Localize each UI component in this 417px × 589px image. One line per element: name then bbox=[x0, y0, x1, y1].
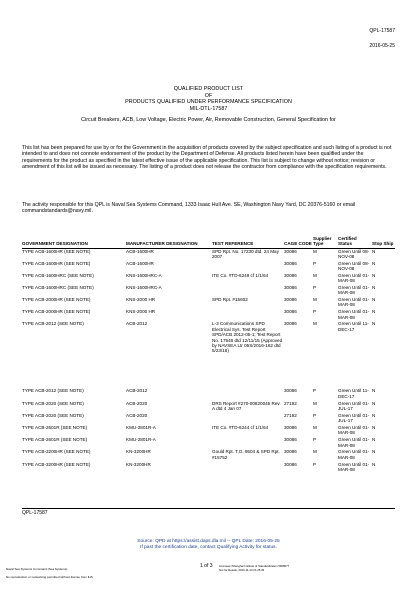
cell-test: L-3 Communications SPD Electrical Sys. Test Report SPD/ACB 2012-05-1; Test Report No. 17546 dtd 12/11/15 (Approved by NAVSEA Ltr 05S/2016-162 dtd 5/23/16) bbox=[212, 321, 283, 354]
cell-cert: Green Until 11-DEC-17 bbox=[338, 388, 369, 399]
cell-mfr: ACB-2012 bbox=[126, 388, 148, 394]
table-footer-id: QPL-17587 bbox=[22, 508, 395, 516]
cell-supplier: M bbox=[313, 297, 317, 303]
cell-stop: N bbox=[372, 309, 376, 315]
title-subtitle: Circuit Breakers, ACB, Low Voltage, Electric Power, Air, Removable Construction, General Specification for bbox=[81, 117, 336, 124]
cell-stop: N bbox=[372, 260, 376, 266]
table-row bbox=[22, 401, 395, 413]
title-line-3: PRODUCTS QUALIFIED UNDER PERFORMANCE SPECIFICATION bbox=[125, 99, 292, 106]
cell-cert: Green Until 01-MAR-08 bbox=[338, 297, 370, 308]
col-header-mfr: MANUFACTURER DESIGNATION bbox=[126, 236, 212, 248]
cell-gov: TYPE ACB-2000HR (SEE NOTE) bbox=[22, 297, 91, 303]
cell-gov: TYPE ACB-2601R (SEE NOTE) bbox=[22, 425, 88, 430]
table-row bbox=[22, 297, 395, 309]
cell-mfr: KMU-2801R-A bbox=[126, 425, 156, 430]
table-row bbox=[22, 449, 395, 461]
doc-date: 2016-05-25 bbox=[369, 43, 395, 49]
qpl-table bbox=[22, 236, 395, 474]
col-header-cage: CAGE CODE bbox=[284, 236, 313, 248]
doc-id: QPL-17587 bbox=[369, 28, 395, 34]
cell-test bbox=[212, 462, 284, 474]
table-row bbox=[22, 261, 395, 273]
cell-test bbox=[212, 413, 284, 425]
cell-stop: N bbox=[372, 449, 376, 455]
cell-mfr: ACB-2020 bbox=[126, 400, 148, 406]
footer-license-notice: No reproduction or networking permitted without license from IHS bbox=[6, 574, 93, 579]
cell-cert: Green Until 08-NOV-08 bbox=[338, 248, 370, 260]
cell-gov: TYPE ACB-2012 (SEE NOTE) bbox=[22, 321, 84, 327]
cell-cage: 30086 bbox=[284, 321, 297, 327]
table-row bbox=[22, 273, 395, 285]
table-row bbox=[22, 437, 395, 449]
table-body bbox=[22, 248, 395, 473]
cell-stop: N bbox=[372, 461, 376, 467]
cell-test: DRS Report #270-00820045 Rev. A dtd 4 Jan 07 bbox=[212, 400, 281, 412]
footer-licensee: Licensee=Shanghai Institute of Standardization 5908677 bbox=[219, 564, 290, 568]
cell-stop: N bbox=[372, 437, 376, 443]
cell-gov: TYPE ACB-2020 (SEE NOTE) bbox=[22, 412, 84, 418]
cell-stop: N bbox=[372, 388, 376, 394]
table-row bbox=[22, 321, 395, 388]
cell-gov: TYPE ACB-3200HR (SEE NOTE) bbox=[22, 461, 91, 467]
cell-mfr: KNS-1600HRC-A bbox=[126, 272, 162, 278]
cell-cert: Green Until 01-MAR-08 bbox=[338, 309, 370, 320]
cell-gov: TYPE ACB-1600HR (SEE NOTE) bbox=[22, 248, 91, 254]
cell-supplier: P bbox=[313, 412, 317, 418]
cell-test bbox=[212, 285, 284, 297]
cell-mfr: KN-3200HR bbox=[126, 461, 151, 467]
cell-cert: Green Until 01-MAR-08 bbox=[338, 449, 370, 460]
cell-mfr: KMU-2801R-A bbox=[126, 437, 156, 443]
cell-supplier: P bbox=[313, 437, 317, 443]
cell-cert: Green Until 01-MAR-08 bbox=[338, 272, 370, 284]
cell-mfr: ACB-1600HR bbox=[126, 248, 154, 254]
cell-supplier: P bbox=[313, 461, 317, 467]
document-header bbox=[369, 28, 395, 50]
cell-supplier: P bbox=[313, 284, 317, 290]
cell-gov: TYPE ACB-1600HRC (SEE NOTE) bbox=[22, 284, 94, 290]
cell-supplier: M bbox=[313, 248, 317, 254]
cell-mfr: ACB-2012 bbox=[126, 321, 148, 327]
cell-test: Gould Rpt. T.O. 9504 & SPD Rpt. #15752 bbox=[212, 449, 280, 460]
col-header-test: TEST REFERENCE bbox=[212, 236, 284, 248]
cell-cage: 30086 bbox=[284, 284, 297, 290]
intro-paragraph: This list has been prepared for use by or for the Government in the acquisition of products covered by the subject specification and such listing of a product is not intended to and does not connote endorsement of the product by the Department of Defense. All products listed herein have been qualified under the requirements for the product as specified in the latest effective issue of the applicable specification. This list is subject to change without notice; revision or amendment of this list will be issued as necessary. The listing of a product does not release the contractor from compliance with the specification requirements. bbox=[22, 145, 392, 170]
cell-stop: N bbox=[372, 284, 376, 290]
cell-test bbox=[212, 309, 284, 321]
cell-cert: Green Until 01-MAR-08 bbox=[338, 437, 370, 448]
cell-stop: N bbox=[372, 321, 376, 327]
cell-gov: TYPE ACB-1600HRC (SEE NOTE) bbox=[22, 272, 94, 278]
cell-mfr: KNS-2000 HR bbox=[126, 309, 156, 315]
table-row bbox=[22, 413, 395, 425]
cell-stop: N bbox=[372, 400, 376, 406]
col-header-supplier: Supplier Type bbox=[313, 236, 338, 248]
cell-cage: 30086 bbox=[284, 248, 297, 254]
cell-mfr: ACB-1600HR bbox=[126, 260, 154, 266]
cell-supplier: P bbox=[313, 388, 317, 394]
table-row bbox=[22, 285, 395, 297]
cell-mfr: KNS-2000 HR bbox=[126, 297, 156, 303]
cell-cage: 30086 bbox=[284, 309, 297, 315]
cell-stop: N bbox=[372, 297, 376, 303]
cell-test: ITE Co. #TD-6249 cf 1/1/64 bbox=[212, 272, 269, 278]
cell-cage: 30086 bbox=[284, 461, 297, 467]
cell-test: SPD Rpt. #15602 bbox=[212, 297, 248, 303]
activity-paragraph: The activity responsible for this QPL is Naval Sea Systems Command, 1333 Isaac Hull Ave. SE, Washington Navy Yard, DC 20376-5160 or email commandstandards@navy.mil. bbox=[22, 202, 356, 215]
cell-stop: N bbox=[372, 412, 376, 418]
cell-cert: Green Until 11-DEC-17 bbox=[338, 321, 369, 332]
cell-test bbox=[212, 261, 284, 273]
source-line-2: If past the certification date, contact Qualifying Activity for status. bbox=[140, 544, 277, 550]
cell-test: SPD Rpt. No. 17230 dtd. 24 May 2007 bbox=[212, 248, 279, 260]
footer-right bbox=[219, 565, 289, 572]
cell-cage: 27192 bbox=[284, 412, 297, 418]
cell-gov: TYPE ACB-2000HR (SEE NOTE) bbox=[22, 309, 91, 315]
table-row bbox=[22, 462, 395, 474]
table-row bbox=[22, 425, 395, 437]
cell-cage: 30086 bbox=[284, 260, 297, 266]
cell-cert: Green Until 01-JUL-17 bbox=[338, 412, 370, 424]
cell-supplier: P bbox=[313, 260, 317, 266]
cell-cage: 30086 bbox=[284, 297, 297, 303]
cell-mfr: KN-3200HR bbox=[126, 449, 151, 455]
cell-test bbox=[212, 437, 284, 449]
cell-stop: N bbox=[372, 248, 376, 254]
cell-gov: TYPE ACB-3200HR (SEE NOTE) bbox=[22, 449, 91, 455]
col-header-gov: GOVERNMENT DESIGNATION bbox=[22, 236, 126, 248]
cell-cert: Green Until 01-JUL-17 bbox=[338, 400, 370, 412]
cell-test: ITE Co. #TD-6244 cf 1/1/64 bbox=[212, 425, 269, 430]
cell-supplier: M bbox=[313, 400, 317, 406]
footer-publisher: Naval Sea Systems Command (Sea Systems) bbox=[6, 567, 68, 571]
cell-supplier: M bbox=[313, 321, 317, 327]
col-header-cert: Certified Status bbox=[338, 236, 372, 248]
title-line-4: MIL-DTL-17587 bbox=[189, 105, 228, 112]
cell-test bbox=[212, 388, 284, 400]
cell-gov: TYPE ACB-2020 (SEE NOTE) bbox=[22, 400, 84, 406]
cell-cert: Green Until 01-MAR-08 bbox=[338, 461, 370, 472]
cell-supplier: M bbox=[313, 449, 317, 455]
table-row bbox=[22, 248, 395, 260]
table-header-row bbox=[22, 236, 395, 248]
cell-supplier: P bbox=[313, 309, 317, 315]
cell-cage: 30086 bbox=[284, 388, 297, 394]
page-number: 1 of 3 bbox=[200, 563, 213, 569]
cell-cage: 30086 bbox=[284, 437, 297, 443]
footer-left bbox=[6, 566, 93, 581]
source-line-1: Source: QPD at https://assist.daps.dla.mil -- QPL Date: 2016-05-25 bbox=[137, 539, 280, 544]
cell-cage: 27192 bbox=[284, 400, 297, 406]
table-row bbox=[22, 388, 395, 400]
cell-cage: 30086 bbox=[284, 449, 297, 455]
cell-cage: 30086 bbox=[284, 425, 297, 430]
title-line-1: QUALIFIED PRODUCT LIST bbox=[173, 86, 244, 92]
cell-gov: TYPE ACB-2012 (SEE NOTE) bbox=[22, 388, 84, 394]
source-note bbox=[0, 539, 417, 551]
cell-supplier: M bbox=[313, 272, 317, 278]
cell-mfr: KNS-1600HRC-A bbox=[126, 284, 162, 290]
cell-stop: N bbox=[372, 425, 376, 430]
col-header-stop: Stop Ship bbox=[372, 236, 395, 248]
cell-gov: TYPE ACB-1600HR (SEE NOTE) bbox=[22, 260, 91, 266]
cell-cert: Green Until 08-NOV-08 bbox=[338, 260, 370, 271]
cell-gov: TYPE ACB-2601R (SEE NOTE) bbox=[22, 437, 88, 443]
cell-cert: Green Until 01-MAR-08 bbox=[338, 284, 370, 296]
cell-stop: N bbox=[372, 272, 376, 278]
title-line-2: OF bbox=[204, 92, 213, 99]
footer-resale: Not for Resale, 2016-11-13 21:25:36 bbox=[219, 567, 265, 572]
table-row bbox=[22, 309, 395, 321]
cell-supplier: M bbox=[313, 425, 317, 430]
cell-cage: 30086 bbox=[284, 272, 297, 278]
title-block bbox=[0, 86, 417, 124]
cell-cert: Green Until 01-MAR-08 bbox=[338, 425, 370, 436]
cell-mfr: ACB-2020 bbox=[126, 412, 148, 418]
